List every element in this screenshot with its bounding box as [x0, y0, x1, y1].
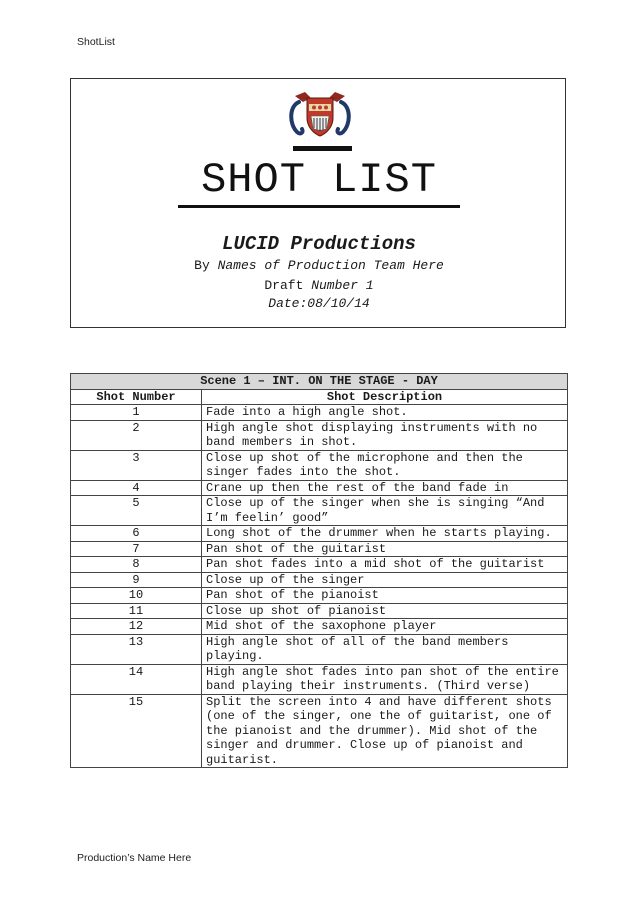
table-row: [71, 619, 568, 635]
shot-description: Long shot of the drummer when he starts playing.: [202, 526, 568, 542]
draft-line: [0, 278, 638, 294]
column-header-description: Shot Description: [202, 389, 568, 405]
shot-description: Pan shot fades into a mid shot of the guitarist: [202, 557, 568, 573]
shot-number: 11: [71, 603, 202, 619]
shot-number: 15: [71, 694, 202, 768]
shot-description: High angle shot of all of the band members playing.: [202, 634, 568, 664]
shot-number: 5: [71, 496, 202, 526]
table-row: [71, 496, 568, 526]
shot-description: Close up of the singer: [202, 572, 568, 588]
title-top-bar: [293, 146, 352, 151]
company-name: LUCID Productions: [222, 233, 416, 255]
page-header: ShotList: [77, 36, 115, 48]
shot-description: High angle shot displaying instruments with no band members in shot.: [202, 420, 568, 450]
table-row: [71, 420, 568, 450]
column-header-number: Shot Number: [71, 389, 202, 405]
scene-header-row: [71, 374, 568, 390]
draft-prefix: Draft: [264, 278, 312, 293]
byline-names: Names of Production Team Here: [217, 258, 444, 273]
table-row: [71, 572, 568, 588]
table-row: [71, 541, 568, 557]
shot-description: Pan shot of the pianoist: [202, 588, 568, 604]
table-row: [71, 526, 568, 542]
scene-heading: Scene 1 – INT. ON THE STAGE - DAY: [71, 374, 568, 390]
shot-description: Fade into a high angle shot.: [202, 405, 568, 421]
byline-prefix: By: [194, 258, 218, 273]
table-row: [71, 694, 568, 768]
shot-description: Close up shot of pianoist: [202, 603, 568, 619]
byline: [0, 258, 638, 274]
table-row: [71, 480, 568, 496]
column-header-row: [71, 389, 568, 405]
table-row: [71, 603, 568, 619]
table-row: [71, 634, 568, 664]
document-title: SHOT LIST: [201, 156, 437, 204]
title-underline: [178, 205, 460, 208]
shot-number: 7: [71, 541, 202, 557]
shot-number: 14: [71, 664, 202, 694]
date-line: Date:08/10/14: [268, 296, 370, 311]
shot-number: 1: [71, 405, 202, 421]
shot-number: 2: [71, 420, 202, 450]
shot-number: 9: [71, 572, 202, 588]
school-crest-logo: [285, 90, 355, 140]
table-row: [71, 664, 568, 694]
table-row: [71, 450, 568, 480]
shot-number: 10: [71, 588, 202, 604]
page-footer: Production’s Name Here: [77, 852, 192, 864]
table-row: [71, 588, 568, 604]
shot-description: Split the screen into 4 and have different shots (one of the singer, one the of guitarist, one of the pianoist and the drummer). Mid shot of the singer and drummer. Close up of pianoist and guitarist.: [202, 694, 568, 768]
shot-number: 3: [71, 450, 202, 480]
shot-description: Mid shot of the saxophone player: [202, 619, 568, 635]
shot-description: Crane up then the rest of the band fade in: [202, 480, 568, 496]
table-row: [71, 405, 568, 421]
shot-description: Close up shot of the microphone and then the singer fades into the shot.: [202, 450, 568, 480]
shot-description: Pan shot of the guitarist: [202, 541, 568, 557]
shot-number: 8: [71, 557, 202, 573]
shot-number: 12: [71, 619, 202, 635]
table-row: [71, 557, 568, 573]
shot-description: Close up of the singer when she is singing “And I’m feelin’ good”: [202, 496, 568, 526]
shot-list-table: [70, 373, 568, 768]
shot-description: High angle shot fades into pan shot of the entire band playing their instruments. (Third verse): [202, 664, 568, 694]
shot-number: 13: [71, 634, 202, 664]
shot-number: 6: [71, 526, 202, 542]
draft-number: Number 1: [311, 278, 374, 293]
shot-number: 4: [71, 480, 202, 496]
